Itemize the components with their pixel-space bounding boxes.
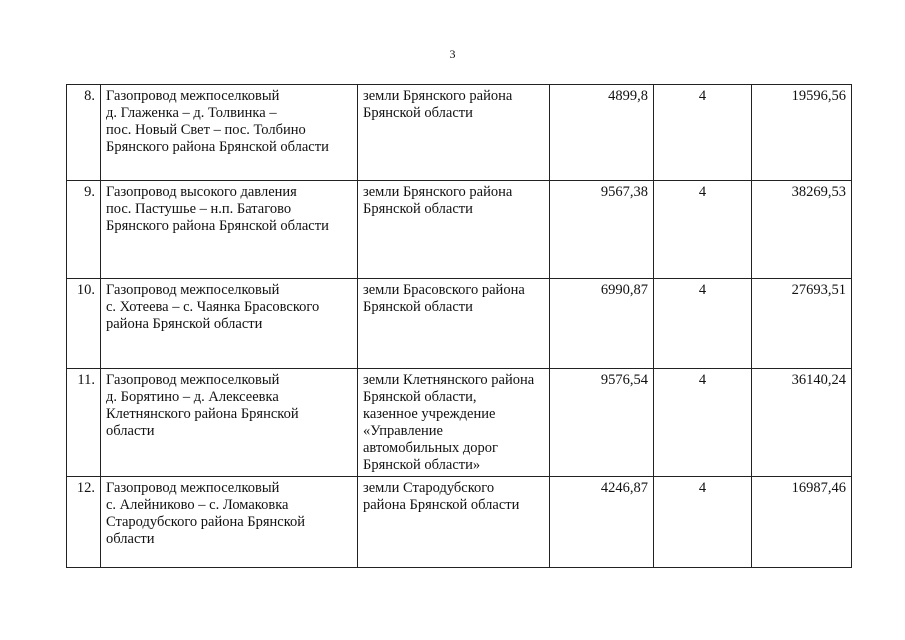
table-row	[67, 477, 852, 568]
land-category-cell: земли Брасовского района Брянской области	[358, 279, 550, 369]
land-category-cell: земли Брянского района Брянской области	[358, 181, 550, 279]
width-cell: 4	[654, 181, 752, 279]
row-number-cell: 11.	[67, 369, 101, 477]
pipeline-name-cell: Газопровод межпоселковый с. Хотеева – с. Чаянка Брасовского района Брянской области	[101, 279, 358, 369]
width-cell: 4	[654, 279, 752, 369]
land-category-cell: земли Брянского района Брянской области	[358, 85, 550, 181]
pipeline-name-cell: Газопровод высокого давления пос. Пастушье – н.п. Батагово Брянского района Брянской области	[101, 181, 358, 279]
length-cell: 9567,38	[550, 181, 654, 279]
length-cell: 6990,87	[550, 279, 654, 369]
land-plots-table	[66, 84, 852, 568]
row-number-cell: 9.	[67, 181, 101, 279]
table-row	[67, 181, 852, 279]
table-row	[67, 369, 852, 477]
row-number-cell: 10.	[67, 279, 101, 369]
area-cell: 27693,51	[752, 279, 852, 369]
length-cell: 4246,87	[550, 477, 654, 568]
page-number: 3	[449, 47, 456, 61]
table-row	[67, 279, 852, 369]
row-number-cell: 12.	[67, 477, 101, 568]
area-cell: 38269,53	[752, 181, 852, 279]
length-cell: 9576,54	[550, 369, 654, 477]
area-cell: 36140,24	[752, 369, 852, 477]
pipeline-name-cell: Газопровод межпоселковый д. Борятино – д. Алексеевка Клетнянского района Брянской области	[101, 369, 358, 477]
table-row	[67, 85, 852, 181]
area-cell: 16987,46	[752, 477, 852, 568]
row-number-cell: 8.	[67, 85, 101, 181]
width-cell: 4	[654, 369, 752, 477]
pipeline-name-cell: Газопровод межпоселковый д. Глаженка – д. Толвинка – пос. Новый Свет – пос. Толбино Брянского района Брянской области	[101, 85, 358, 181]
pipeline-name-cell: Газопровод межпоселковый с. Алейниково – с. Ломаковка Стародубского района Брянской области	[101, 477, 358, 568]
width-cell: 4	[654, 85, 752, 181]
land-category-cell: земли Клетнянского района Брянской области, казенное учреждение «Управление автомобильных дорог Брянской области»	[358, 369, 550, 477]
area-cell: 19596,56	[752, 85, 852, 181]
land-category-cell: земли Стародубского района Брянской области	[358, 477, 550, 568]
length-cell: 4899,8	[550, 85, 654, 181]
width-cell: 4	[654, 477, 752, 568]
